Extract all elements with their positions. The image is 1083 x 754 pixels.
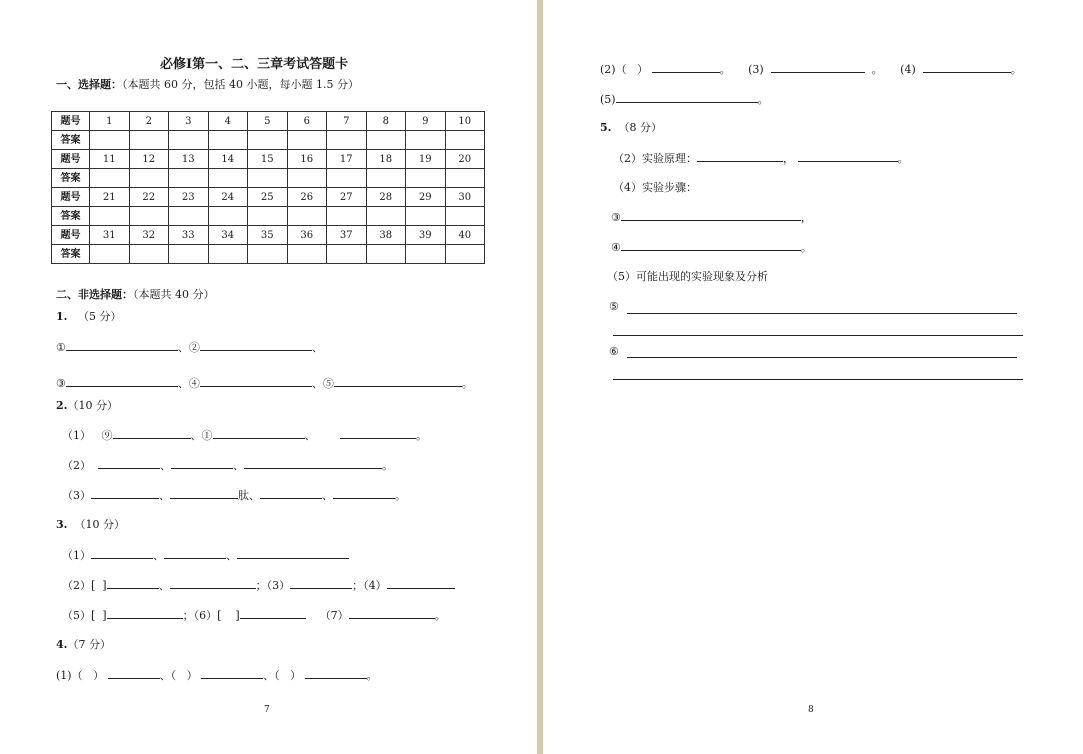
answer-grid	[51, 111, 485, 264]
part-label: （2）[	[62, 579, 96, 592]
answer-blank[interactable]	[108, 668, 160, 679]
question-score: （5 分）	[77, 310, 122, 323]
answer-blank[interactable]	[164, 548, 226, 559]
question-5-header	[600, 121, 662, 135]
answer-cell[interactable]	[445, 207, 485, 226]
answer-cell[interactable]	[366, 207, 406, 226]
period: 。	[366, 669, 378, 682]
question-number-cell: 26	[287, 188, 327, 207]
part-label: （3）	[266, 579, 291, 592]
answer-blank[interactable]	[237, 548, 349, 559]
part-label: （1）	[62, 549, 91, 562]
question-number-row	[52, 226, 485, 245]
answer-cell[interactable]	[169, 131, 209, 150]
period: 。	[415, 429, 427, 442]
period: 。	[719, 63, 731, 76]
part-label: （3）	[62, 489, 91, 502]
answer-cell[interactable]	[208, 169, 248, 188]
question-number-cell: 31	[90, 226, 130, 245]
question-number-cell: 21	[90, 188, 130, 207]
part-label: （5）[	[62, 609, 96, 622]
separator: ；	[352, 579, 364, 592]
question-number-cell: 35	[248, 226, 288, 245]
question-number-cell: 19	[406, 150, 446, 169]
period: 。	[395, 489, 406, 502]
answer-cell[interactable]	[208, 207, 248, 226]
analysis-marker-5: ⑤	[609, 300, 619, 313]
answer-blank[interactable]	[621, 210, 801, 221]
answer-cell[interactable]	[406, 245, 446, 264]
answer-blank[interactable]	[340, 428, 416, 439]
question-number: 5.	[600, 121, 612, 134]
period: 。	[1010, 63, 1022, 76]
marker: ④	[188, 377, 200, 390]
question-number-cell: 4	[208, 112, 248, 131]
answer-cell[interactable]	[129, 207, 169, 226]
marker: ④	[611, 241, 621, 254]
row-label: 题号	[52, 112, 90, 131]
answer-cell[interactable]	[287, 245, 327, 264]
question-number-cell: 18	[366, 150, 406, 169]
question-number-cell: 27	[327, 188, 367, 207]
answer-cell[interactable]	[366, 131, 406, 150]
question-4-line-1	[56, 668, 378, 683]
question-number-cell: 25	[248, 188, 288, 207]
answer-cell[interactable]	[90, 245, 130, 264]
answer-blank[interactable]	[170, 578, 256, 589]
question-number-cell: 5	[248, 112, 288, 131]
steps-label: （4）实验步骤：	[613, 181, 697, 194]
question-number-cell: 6	[287, 112, 327, 131]
question-4-header	[56, 638, 111, 652]
section-1-header	[56, 78, 359, 92]
section-1-heading: 一、选择题：	[56, 78, 122, 91]
part-label: （2）	[62, 459, 91, 472]
period: 。	[757, 93, 769, 106]
answer-row	[52, 131, 485, 150]
answer-cell[interactable]	[90, 169, 130, 188]
question-number-cell: 34	[208, 226, 248, 245]
question-score: （10 分）	[67, 399, 118, 412]
marker: ②	[188, 341, 200, 354]
question-number-cell: 10	[445, 112, 485, 131]
answer-cell[interactable]	[445, 245, 485, 264]
question-3-line-1	[62, 548, 349, 563]
separator: 、	[158, 579, 170, 592]
answer-cell[interactable]	[208, 245, 248, 264]
separator: ，	[800, 211, 812, 224]
separator: ；	[182, 609, 194, 622]
answer-cell[interactable]	[129, 245, 169, 264]
answer-blank[interactable]	[697, 151, 783, 162]
part-label: （7）	[319, 609, 349, 622]
answer-blank[interactable]	[334, 376, 462, 387]
answer-line[interactable]	[613, 335, 1023, 336]
answer-line[interactable]	[613, 379, 1023, 380]
question-number-cell: 7	[327, 112, 367, 131]
section-2-heading: 二、非选择题：	[56, 288, 133, 301]
answer-blank[interactable]	[923, 62, 1011, 73]
answer-row	[52, 207, 485, 226]
answer-blank[interactable]	[113, 428, 191, 439]
question-number-cell: 24	[208, 188, 248, 207]
separator: 、	[249, 489, 260, 502]
paren-open: （	[274, 669, 280, 682]
page-7	[0, 0, 537, 754]
question-number-cell: 22	[129, 188, 169, 207]
separator: 、	[153, 549, 164, 562]
separator: ；	[255, 579, 267, 592]
answer-cell[interactable]	[366, 169, 406, 188]
bracket-close: ]	[102, 609, 107, 622]
question-number-cell: 40	[445, 226, 485, 245]
separator: ，	[783, 152, 794, 165]
part-label: (2)（	[600, 63, 627, 76]
part-label: （2）实验原理：	[613, 152, 697, 165]
analysis-label: （5）可能出现的实验现象及分析	[607, 270, 768, 283]
period: 。	[800, 241, 812, 254]
question-number-cell: 36	[287, 226, 327, 245]
question-2-line-2	[62, 458, 393, 473]
answer-cell[interactable]	[445, 169, 485, 188]
answer-blank[interactable]	[290, 578, 352, 589]
question-number-cell: 20	[445, 150, 485, 169]
answer-cell[interactable]	[208, 131, 248, 150]
question-3-line-3	[62, 608, 446, 623]
answer-blank[interactable]	[98, 458, 160, 469]
steps-line-4	[611, 240, 812, 255]
period: 。	[382, 459, 393, 472]
answer-cell[interactable]	[90, 207, 130, 226]
answer-cell[interactable]	[406, 131, 446, 150]
answer-blank[interactable]	[240, 608, 306, 619]
question-number-cell: 29	[406, 188, 446, 207]
period: 。	[871, 63, 883, 76]
answer-cell[interactable]	[327, 245, 367, 264]
section-1-note: （本题共 60 分，包括 40 小题，每小题 1.5 分）	[122, 78, 359, 91]
answer-blank[interactable]	[305, 668, 367, 679]
question-2-header	[56, 399, 118, 413]
row-label: 题号	[52, 188, 90, 207]
answer-blank[interactable]	[771, 62, 865, 73]
answer-blank[interactable]	[171, 458, 233, 469]
paren-close: ）	[290, 669, 302, 682]
answer-label: 答案	[52, 169, 90, 188]
question-number: 3.	[56, 518, 68, 531]
answer-blank[interactable]	[201, 668, 263, 679]
separator: 、	[322, 489, 333, 502]
answer-cell[interactable]	[406, 169, 446, 188]
answer-cell[interactable]	[327, 169, 367, 188]
question-number-row	[52, 188, 485, 207]
question-number-cell: 32	[129, 226, 169, 245]
answer-blank[interactable]	[170, 488, 238, 499]
answer-blank[interactable]	[333, 488, 395, 499]
answer-blank[interactable]	[652, 62, 720, 73]
answer-cell[interactable]	[287, 131, 327, 150]
page-8-line-2	[600, 92, 769, 107]
principle-line	[613, 151, 909, 166]
answer-blank[interactable]	[66, 340, 178, 351]
answer-cell[interactable]	[129, 169, 169, 188]
paren-close: ）	[93, 669, 105, 682]
marker: ⑨	[101, 429, 113, 442]
part-label: (1)（	[56, 669, 83, 682]
question-number-row	[52, 150, 485, 169]
answer-line[interactable]	[627, 357, 1017, 358]
answer-blank[interactable]	[91, 488, 159, 499]
answer-cell[interactable]	[327, 207, 367, 226]
question-number-cell: 33	[169, 226, 209, 245]
question-number-cell: 16	[287, 150, 327, 169]
question-1-line-1	[56, 340, 323, 355]
separator: 、	[263, 669, 275, 682]
answer-blank[interactable]	[616, 92, 758, 103]
answer-blank[interactable]	[621, 240, 801, 251]
page-8-line-1	[600, 62, 1022, 77]
separator: 、	[233, 459, 244, 472]
question-3-header	[56, 518, 125, 532]
question-score: （10 分）	[74, 518, 125, 531]
answer-blank[interactable]	[107, 608, 183, 619]
answer-cell[interactable]	[169, 245, 209, 264]
part-label: （1）	[62, 429, 91, 442]
answer-cell[interactable]	[327, 131, 367, 150]
answer-cell[interactable]	[129, 131, 169, 150]
separator: 、	[304, 429, 316, 442]
separator: 、	[311, 377, 323, 390]
row-label: 题号	[52, 226, 90, 245]
answer-blank[interactable]	[213, 428, 305, 439]
answer-blank[interactable]	[66, 376, 178, 387]
answer-blank[interactable]	[200, 340, 312, 351]
section-2-header	[56, 288, 215, 302]
marker: ③	[56, 377, 66, 390]
bracket-close: ]	[102, 579, 107, 592]
separator: 、	[160, 459, 171, 472]
marker: ①	[201, 429, 213, 442]
answer-blank[interactable]	[244, 458, 382, 469]
page-number: 8	[808, 705, 814, 715]
question-number-cell: 17	[327, 150, 367, 169]
separator: 、	[311, 341, 323, 354]
question-number-cell: 15	[248, 150, 288, 169]
answer-blank[interactable]	[387, 578, 455, 589]
answer-cell[interactable]	[406, 207, 446, 226]
marker: ①	[56, 341, 66, 354]
question-number-cell: 23	[169, 188, 209, 207]
answer-cell[interactable]	[248, 245, 288, 264]
answer-cell[interactable]	[169, 169, 209, 188]
answer-blank[interactable]	[798, 151, 898, 162]
answer-label: 答案	[52, 245, 90, 264]
period: 。	[897, 152, 909, 165]
question-number-cell: 2	[129, 112, 169, 131]
answer-line[interactable]	[627, 313, 1017, 314]
separator: 、	[177, 377, 189, 390]
question-number-cell: 9	[406, 112, 446, 131]
answer-cell[interactable]	[445, 131, 485, 150]
answer-cell[interactable]	[287, 169, 327, 188]
question-number: 2.	[56, 399, 68, 412]
analysis-marker-6: ⑥	[609, 345, 619, 358]
page-8	[543, 0, 1083, 754]
answer-cell[interactable]	[366, 245, 406, 264]
question-number-cell: 38	[366, 226, 406, 245]
marker: ③	[611, 211, 621, 224]
paren-open: （	[170, 669, 177, 682]
question-number-cell: 12	[129, 150, 169, 169]
answer-cell[interactable]	[248, 131, 288, 150]
part-label: （6）[	[193, 609, 222, 622]
marker: ⑤	[322, 377, 334, 390]
question-number-cell: 1	[90, 112, 130, 131]
answer-row	[52, 245, 485, 264]
question-2-line-3	[62, 488, 406, 503]
answer-cell[interactable]	[248, 169, 288, 188]
page-number: 7	[264, 705, 270, 715]
page-title: 必修Ⅰ第一、二、三章考试答题卡	[160, 57, 349, 72]
answer-blank[interactable]	[107, 578, 159, 589]
part-label: (4)	[900, 63, 916, 76]
separator: 、	[226, 549, 237, 562]
question-number-cell: 28	[366, 188, 406, 207]
answer-label: 答案	[52, 207, 90, 226]
question-1-line-2	[56, 376, 473, 391]
separator: 、	[190, 429, 202, 442]
question-1-header	[56, 310, 121, 324]
separator: 、	[177, 341, 189, 354]
question-number-cell: 3	[169, 112, 209, 131]
answer-cell[interactable]	[169, 207, 209, 226]
answer-cell[interactable]	[287, 207, 327, 226]
row-label: 题号	[52, 150, 90, 169]
question-number-cell: 13	[169, 150, 209, 169]
question-2-line-1	[62, 428, 427, 443]
question-number-cell: 11	[90, 150, 130, 169]
question-number: 1.	[56, 310, 68, 323]
question-score: （7 分）	[67, 638, 111, 651]
section-2-note: （本题共 40 分）	[133, 288, 215, 301]
question-number-cell: 37	[327, 226, 367, 245]
question-number-row	[52, 112, 485, 131]
answer-cell[interactable]	[248, 207, 288, 226]
paren-close: ）	[186, 669, 198, 682]
answer-blank[interactable]	[260, 488, 322, 499]
steps-line-3	[611, 210, 812, 225]
part-label: （4）	[363, 579, 387, 592]
question-number-cell: 8	[366, 112, 406, 131]
question-number-cell: 14	[208, 150, 248, 169]
suffix-text: 肽	[238, 489, 249, 502]
separator: 、	[159, 489, 170, 502]
period: 。	[461, 377, 473, 390]
period: 。	[434, 609, 446, 622]
answer-row	[52, 169, 485, 188]
question-3-line-2	[62, 578, 455, 593]
part-label: (5)	[600, 93, 616, 106]
answer-blank[interactable]	[91, 548, 153, 559]
separator: 、	[159, 669, 171, 682]
paren-close: ）	[637, 63, 649, 76]
answer-cell[interactable]	[90, 131, 130, 150]
question-number-cell: 39	[406, 226, 446, 245]
answer-label: 答案	[52, 131, 90, 150]
question-number: 4.	[56, 638, 68, 651]
question-number-cell: 30	[445, 188, 485, 207]
bracket-close: ]	[235, 609, 240, 622]
question-score: （8 分）	[618, 121, 662, 134]
part-label: (3)	[748, 63, 764, 76]
answer-blank[interactable]	[349, 608, 435, 619]
answer-blank[interactable]	[200, 376, 312, 387]
